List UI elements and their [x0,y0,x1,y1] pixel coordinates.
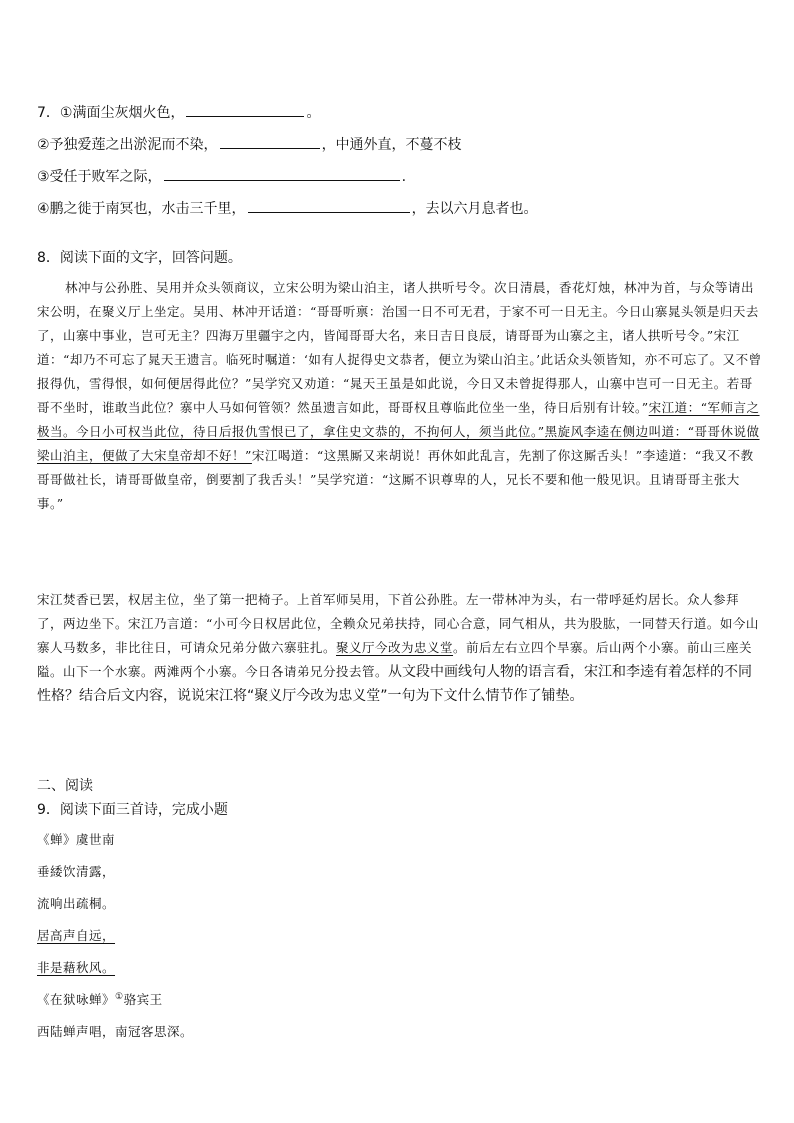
q7-line-3-end: . [401,169,407,185]
poem-1-title: 《蝉》虞世南 [37,832,116,847]
q7-line-3-text: ③受任于败军之际， [37,169,162,185]
passage-text: 宋江焚香已罢，权居主位，坐了第一把椅子。上首军师吴用，下首公孙胜。左一带林冲为头，右一带呼延灼居长。众人参拜了，两边坐下。宋江乃言道：“小可今日权居此位，全赖众兄弟扶持，同心合意，同气相从，共为股肱，一同替天行道。如今山寨人马数多，非比往日，可请众兄弟分做六寨驻扎。 [37,592,759,655]
underlined-phrase: 聚义厅今改为忠义堂 [336,640,454,655]
q7-line-1-text: 7．①满面尘灰烟火色， [37,105,185,121]
poem-2-title-text: 《在狱咏蝉》 [37,992,116,1007]
q7-line-2-text: ②予独爱莲之出淤泥而不染， [37,137,218,153]
q8-heading: 8．阅读下面的文字，回答问题。 [37,250,242,266]
passage-text: 宋江喝道：“这黑厮又来胡说！再休如此乱言，先割了你这厮舌头！”李逵道：“我又不教哥哥做社长，请哥哥做皇帝，倒要割了我舌头！”吴学究道：“这厮不识尊卑的人，兄长不要和他一般见识。且请哥哥主张大事。” [37,448,754,511]
answer-blank[interactable] [248,198,410,213]
passage-text: 林冲与公孙胜、吴用并众头领商议，立宋公明为梁山泊主，诸人拱听号令。次日清晨，香花灯烛，林冲为首，与众等请出宋公明，在聚义厅上坐定。吴用、林冲开话道：“哥哥听禀：治国一日不可无君，于家不可一日无主。今日山寨晁头领是归天去了，山寨中事业，岂可无主？四海万里疆宇之内，皆闻哥哥大名，来日吉日良辰，请哥哥为山寨之主，诸人拱听号令。”宋江道：“却乃不可忘了晁天王遗言。临死时嘱道：‘如有人捉得史文恭者，便立为梁山泊主。’此话众头领皆知，亦不可忘了。又不曾报得仇，雪得恨，如何便居得此位？”吴学究又劝道：“晁天王虽是如此说，今日又未曾捉得那人，山寨中岂可一日无主。若哥哥不坐时，谁敢当此位？寨中人马如何管领？然虽遗言如此，哥哥权且尊临此位坐一坐，待日后别有计较。” [37,280,762,415]
q7-line-4-end: ，去以六月息者也。 [411,201,538,217]
q7-line-2-end: ，中通外直，不蔓不枝 [321,137,462,153]
poem-1-line-4: 非是藉秋风。 [37,960,116,975]
passage-text: 。前后左右立四个旱寨。后山两个小寨。前山三座关隘。山下一个水寨。两滩两个小寨。今日各请弟兄分投去管。 [37,640,753,679]
q8-passage-1 [37,276,763,516]
answer-blank[interactable] [186,102,304,117]
poem-1-line-2: 流响出疏桐。 [37,896,116,911]
q7-line-3 [37,166,406,187]
q7-line-1-end: 。 [306,105,321,121]
footnote-marker: ① [115,991,124,1002]
q8-passage-2 [37,588,763,708]
poem-1-line-3: 居高声自远， [37,928,116,943]
poem-2-author: 骆宾王 [123,992,163,1007]
q8-question: 从文段中画线句人物的语言看，宋江和李逵有着怎样的不同性格？结合后文内容，说说宋江将“聚义厅今改为忠义堂”一句为下文什么情节作了铺垫。 [37,664,753,704]
underlined-sentence: 宋江道：“军师言之极当。今日小可权当此位，待日后报仇雪恨已了，拿住史文恭的，不拘何人，须当此位。”黑旋风李逵在侧边叫道：“哥哥休说做梁山泊主，便做了大宋皇帝却不好！” [37,400,760,463]
section-heading: 二、阅读 [37,778,93,794]
q9-heading: 9．阅读下面三首诗，完成小题 [37,802,228,818]
poem-1-line-1: 垂緌饮清露， [37,864,116,879]
q7-line-4 [37,198,538,219]
answer-blank[interactable] [164,166,400,181]
poem-2-line-1: 西陆蝉声唱，南冠客思深。 [37,1024,194,1039]
poem-2-title [37,990,163,1008]
answer-blank[interactable] [220,134,320,149]
q7-line-4-text: ④鹏之徙于南冥也，水击三千里， [37,201,246,217]
q7-line-2 [37,134,462,155]
q7-line-1 [37,102,320,123]
